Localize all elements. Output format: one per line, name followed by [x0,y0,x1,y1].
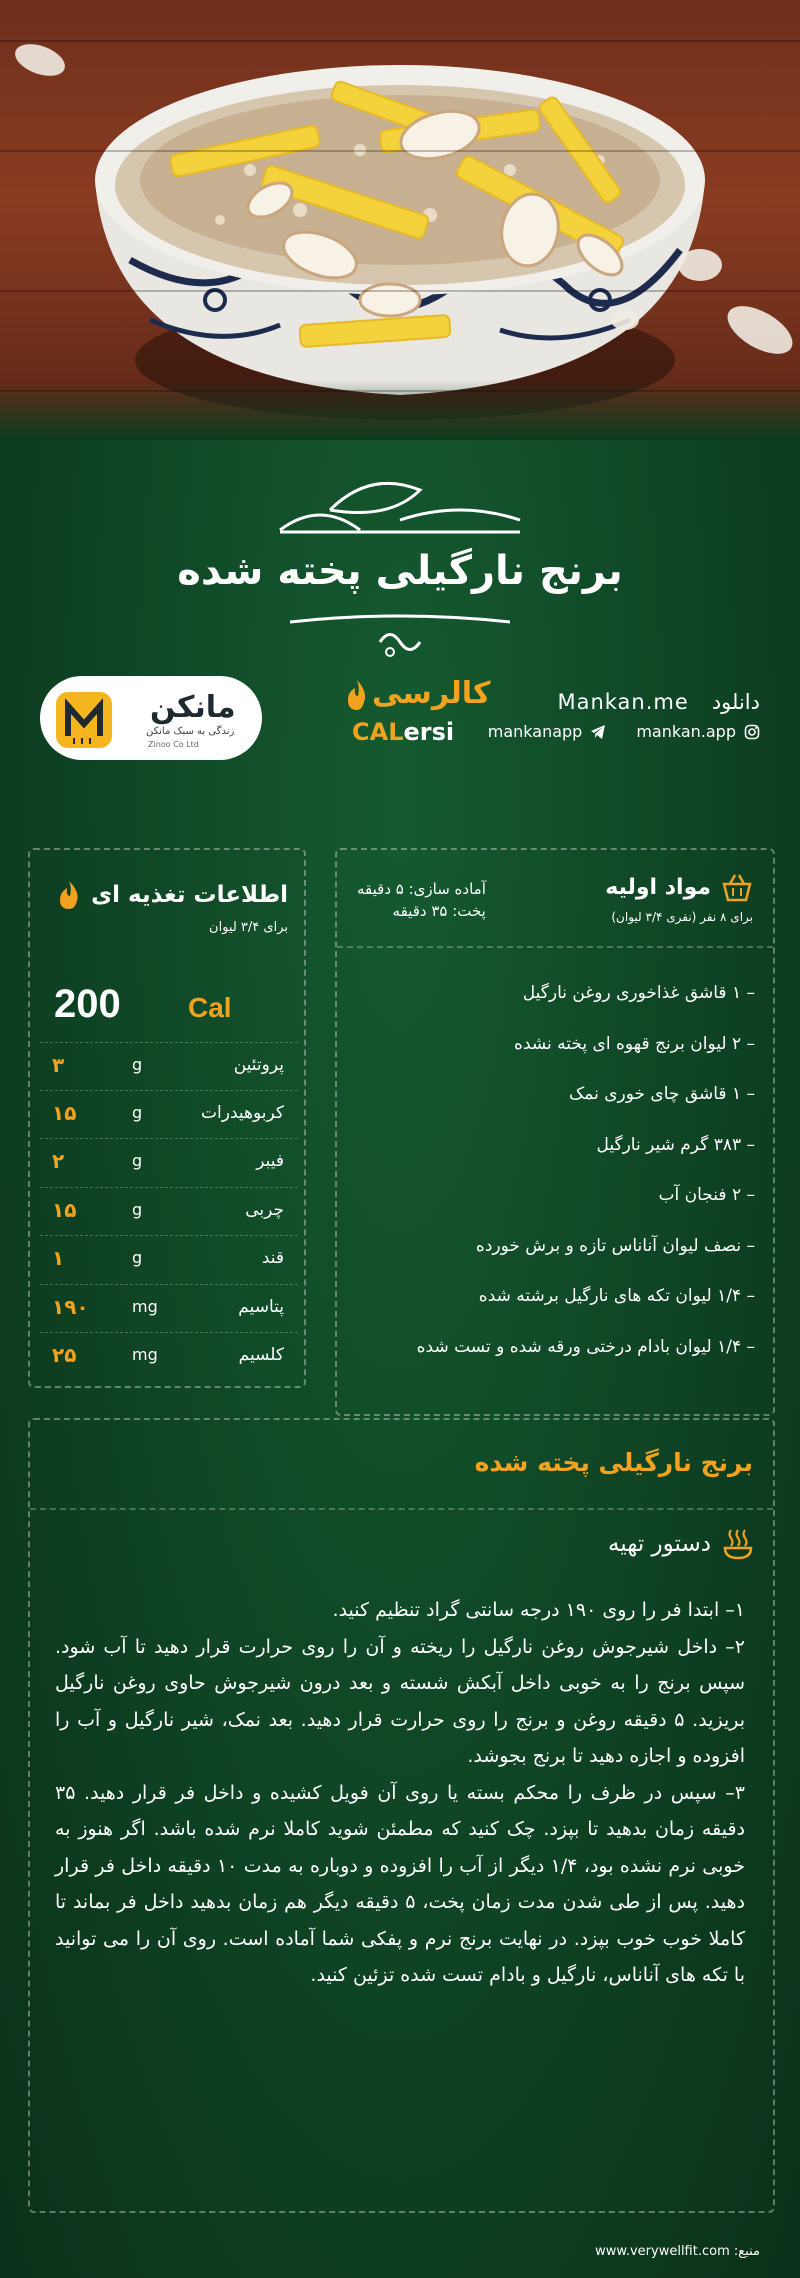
nutrient-name: کربوهیدرات [201,1102,284,1123]
rice-bowl-illustration [0,0,800,440]
calersi-logo[interactable] [344,676,491,760]
directions-panel [28,1418,775,2213]
ingredients-list [355,968,755,1372]
leaf-ornament-top [270,460,530,540]
social-links [488,722,760,741]
brand-tagline: زندگی به سبک مانکن [146,726,235,737]
nutrition-table [40,1042,298,1382]
telegram-icon[interactable] [590,724,606,740]
nutrient-unit: mg [132,1345,158,1364]
directions-title: برنج نارگیلی پخته شده [474,1448,753,1477]
nutrient-name: قند [261,1248,284,1268]
nutrient-unit: g [132,1151,143,1170]
cook-time: پخت: ۳۵ دقیقه [392,902,486,920]
source-url[interactable]: www.verywellfit.com [595,2244,730,2259]
partner-name-en: CALersi [352,718,455,746]
site-link[interactable]: Mankan.me [557,690,689,714]
nutrient-unit: mg [132,1296,158,1316]
nutrient-amount: ۱۵ [52,1197,77,1222]
ingredients-servings: برای ۸ نفر (نفری ۳/۴ لیوان) [611,910,753,924]
step-text: ۱– ابتدا فر را روی ۱۹۰ درجه سانتی گراد تنظیم کنید. [332,1599,745,1621]
time-info [357,878,486,922]
mankan-logo[interactable] [40,676,262,760]
nutrition-panel [28,848,306,1388]
source-credit [595,2244,760,2259]
nutrient-name: پتاسیم [238,1296,284,1317]
instagram-icon[interactable] [744,724,760,740]
measuring-tape-icon [54,690,114,750]
nutrient-unit: g [132,1248,143,1267]
hero-photo [0,0,800,440]
nutrient-unit: g [132,1055,143,1074]
download-line [557,690,760,714]
table-row [40,1236,298,1285]
partner-name-fa: کالرسی [372,676,491,711]
list-item: – ۳۸۳ گرم شیر نارگیل [596,1134,755,1155]
nutrient-amount: ۲۵ [52,1343,77,1367]
instagram-handle[interactable]: mankan.app [636,722,736,741]
nutrient-unit: g [132,1199,143,1219]
nutrient-name: کلسیم [238,1345,284,1365]
step-text: ۲– داخل شیرجوش روغن نارگیل را ریخته و آن را روی حرارت قرار دهید تا آب شود. سپس برنج را به خوبی داخل آبکش شسته و بعد درون شیرجوش حاوی روغن نارگیل بریزید. ۵ دقیقه روغن و برنج را روی حرارت قرار دهید. بعد نمک، شیر نارگیل و آب را افزوده و اجازه دهید تا برنج بجوشد. [55,1635,746,1767]
table-row [40,1091,298,1140]
table-row [40,1188,298,1237]
nutrient-amount: ۱۵ [52,1100,77,1125]
nutrient-amount: ۳ [52,1053,65,1077]
list-item: – ۲ لیوان برنج قهوه ای پخته نشده [514,1033,755,1054]
ingredients-title: مواد اولیه [605,874,711,900]
directions-text [55,1592,745,1994]
flame-icon [57,880,81,910]
calories-unit: Cal [188,992,232,1023]
directions-subtitle: دستور تهیه [607,1531,711,1557]
divider-ornament [290,612,510,662]
nutrient-name: فیبر [256,1151,284,1171]
table-row [40,1285,298,1334]
directions-header [608,1528,753,1560]
nutrient-amount: ۱ [52,1246,65,1270]
ingredients-header [605,872,753,924]
telegram-handle[interactable]: mankanapp [487,722,583,741]
brand-name: مانکن [150,690,236,725]
prep-time: آماده سازی: ۵ دقیقه [357,880,486,898]
flame-icon [344,678,370,712]
table-row [40,1333,298,1382]
nutrition-serving: برای ۳/۴ لیوان [209,920,288,935]
source-label: منبع: [733,2244,760,2259]
list-item: – ۱ قاشق غذاخوری روغن نارگیل [522,983,755,1003]
list-item: – ۱ قاشق چای خوری نمک [569,1084,755,1104]
nutrition-title: اطلاعات تغذیه ای [91,882,288,908]
step-text: ۳– سپس در ظرف را محکم بسته یا روی آن فویل کشیده و داخل فر قرار دهید. ۳۵ دقیقه زمان بدهید تا بپزد. چک کنید که مطمئن شوید کاملا نرم شده باشد. اگر هنوز به خوبی نرم نشده بود، ۱/۴ دیگر از آب را افزوده و دوباره به مدت ۱۰ دقیقه داخل فر قرار دهید. پس از طی شدن مدت زمان پخت، ۵ دقیقه دیگر هم زمان بدهید داخل فر بماند تا کاملا خوب خوب بپزد. در نهایت برنج نرم و پفکی شما آماده است. روی آن را می توانید با تکه های آناناس، نارگیل و بادام تست شده تزئین کنید. [55,1781,745,1986]
list-item: – نصف لیوان آناناس تازه و برش خورده [475,1235,755,1256]
cooking-pot-icon [723,1528,753,1560]
nutrient-unit: g [132,1102,143,1122]
table-row [40,1139,298,1188]
calories-row [40,982,298,1036]
nutrition-header [57,880,288,935]
table-row [40,1042,298,1091]
download-label: دانلود [711,690,760,714]
brand-company: Zinoo Co Ltd [148,740,199,749]
nutrient-amount: ۲ [52,1149,65,1173]
ingredients-panel [335,848,775,1416]
list-item: – ۱/۴ لیوان تکه های نارگیل برشته شده [478,1286,755,1306]
page-title: برنج نارگیلی پخته شده [177,548,623,594]
list-item: – ۲ فنجان آب [658,1185,755,1205]
nutrient-name: پروتئین [233,1055,284,1075]
list-item: – ۱/۴ لیوان بادام درختی ورقه شده و تست شده [416,1336,755,1357]
basket-icon [721,872,753,902]
nutrient-amount: ۱۹۰ [52,1294,89,1319]
nutrient-name: چربی [245,1199,284,1220]
calories-value: 200 [54,982,121,1026]
